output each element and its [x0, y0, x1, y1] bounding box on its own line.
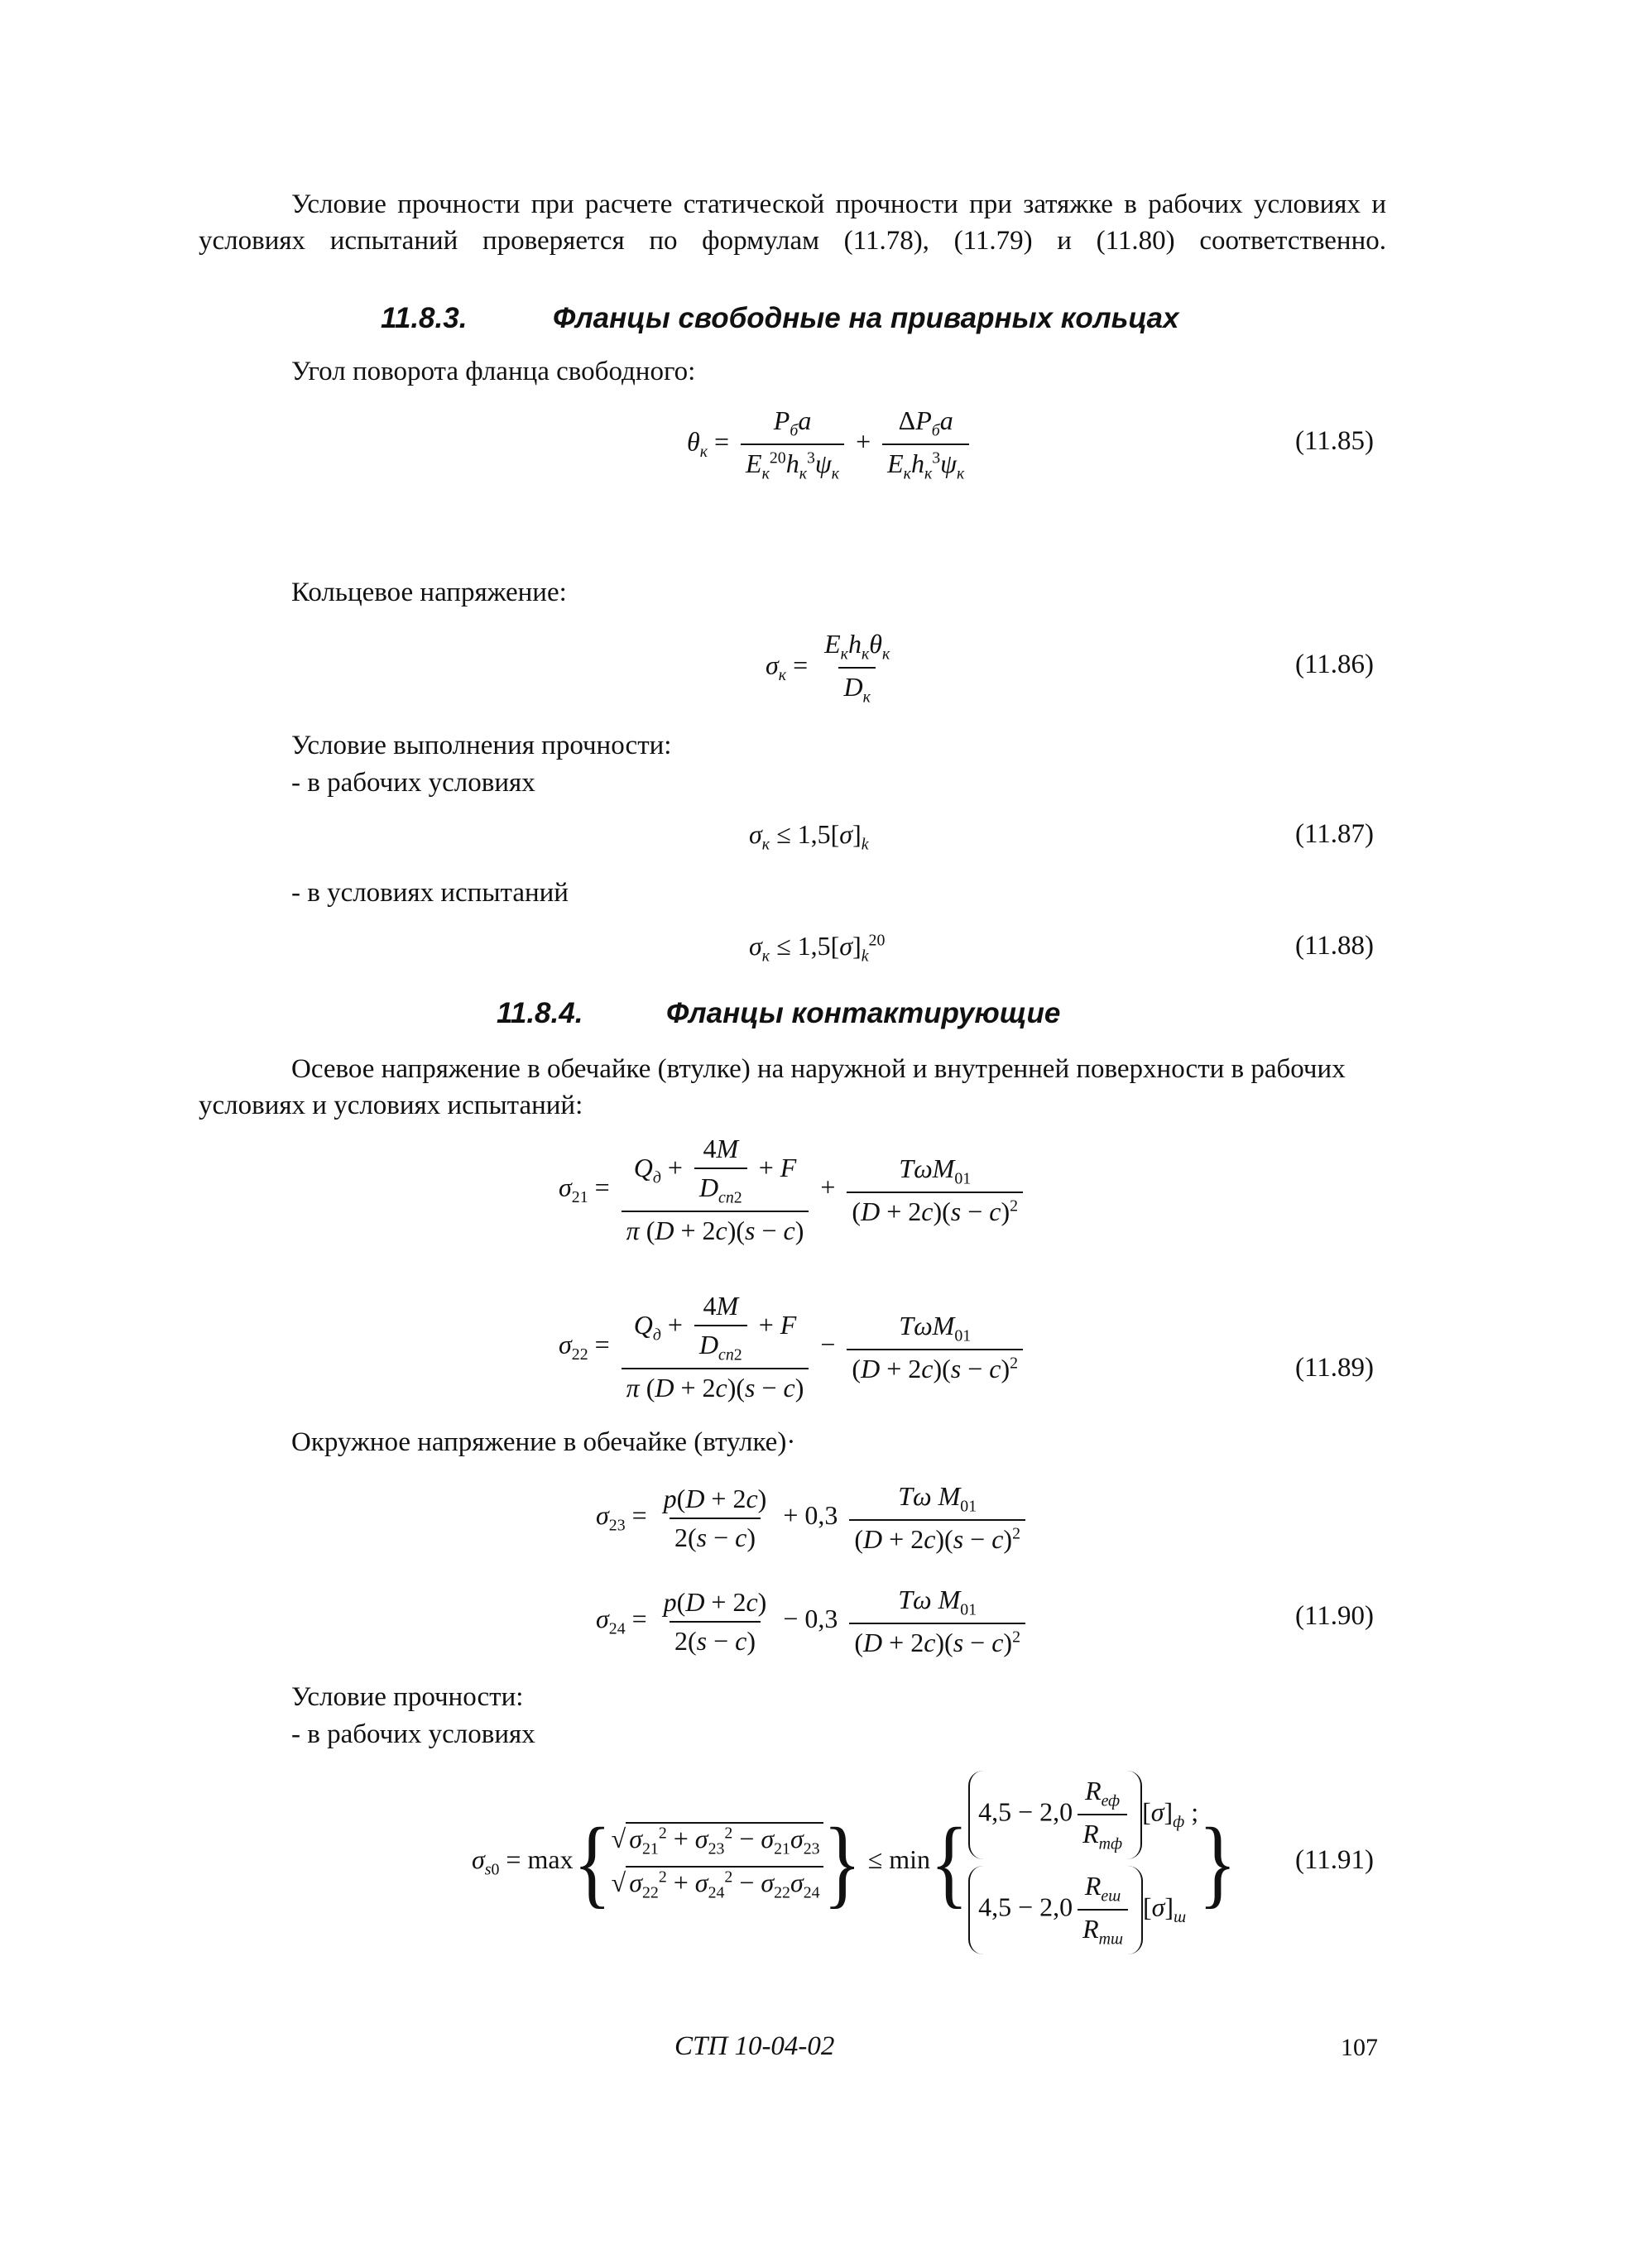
- formula-11-89-sigma22: $\sigma_{22}$ = $Q_д$ + $\frac{4M}{D_{сп2}}$ + F π (D + 2c)(s − c) − $\frac{T\omega M_{01}}{(D + 2c)(s - c)^2}$: [559, 1291, 1028, 1403]
- section-number: 11.8.4.: [497, 997, 583, 1029]
- page-number: 107: [1341, 2034, 1378, 2061]
- equation-number: (11.88): [1295, 931, 1375, 961]
- equation-number: (11.85): [1295, 426, 1375, 456]
- formula-11-90-sigma24: $\sigma_{24}$ = $\frac{p(D + 2c)}{2(s - c)}$ − 0,3 $\frac{T\omega M_{01}}{(D + 2c)(s - c)^2}$: [596, 1585, 1030, 1658]
- document-code: СТП 10-04-02: [674, 2031, 835, 2061]
- intro-paragraph: Условие прочности при расчете статической прочности при затяжке в рабочих условиях и условиях испытаний проверяется по формулам (11.78), (11.79) и (11.80) соответственно.: [199, 189, 1386, 256]
- working-conditions-label: - в рабочих условиях: [291, 768, 535, 798]
- hoop-stress-label: Окружное напряжение в обечайке (втулке)·: [291, 1427, 796, 1457]
- test-conditions-label: - в условиях испытаний: [291, 878, 569, 908]
- equation-number: (11.87): [1295, 819, 1375, 849]
- condition-label: Условие выполнения прочности:: [291, 731, 672, 760]
- formula-11-89-sigma21: $\sigma_{21}$ = $Q_д$ + $\frac{4M}{D_{сп2}}$ + F π (D + 2c)(s − c) + $\frac{T\omega M_{01}}{(D + 2c)(s - c)^2}$: [559, 1134, 1028, 1246]
- angle-label: Угол поворота фланца свободного:: [291, 357, 696, 386]
- equation-number: (11.86): [1295, 650, 1375, 679]
- formula-11-90-sigma23: $\sigma_{23}$ = $\frac{p(D + 2c)}{2(s - c)}$ + 0,3 $\frac{T\omega M_{01}}{(D + 2c)(s - c)^2}$: [596, 1481, 1030, 1555]
- formula-11-87: $\sigma_к \le 1,5[\sigma]_k$: [749, 819, 869, 854]
- formula-11-88: $\sigma_к \le 1,5[\sigma]_k^{20}$: [749, 931, 886, 966]
- formula-11-85: $\theta_к$ = $\frac{P_бa}{E_к^{20}h_к^3\psi_к}$ + $\frac{\Delta P_бa}{E_кh_к^3\psi_к}$: [687, 405, 974, 484]
- equation-number: (11.90): [1295, 1601, 1375, 1631]
- strength-condition-label: Условие прочности:: [291, 1682, 524, 1712]
- axial-stress-paragraph: Осевое напряжение в обечайке (втулке) на наружной и внутренней поверхности в рабочих условиях и условиях испытаний:: [199, 1054, 1346, 1120]
- ring-stress-label: Кольцевое напряжение:: [291, 578, 567, 607]
- working-conditions-label: - в рабочих условиях: [291, 1719, 535, 1749]
- equation-number: (11.91): [1295, 1845, 1375, 1875]
- equation-number: (11.89): [1295, 1353, 1375, 1383]
- section-number: 11.8.3.: [381, 302, 468, 334]
- formula-11-86: $\sigma_к$ = $\frac{E_кh_к\theta_к}{D_к}$: [766, 629, 890, 707]
- formula-11-91: $\sigma_{s0} = \max${ √ $\sigma_{21}^2 + \sigma_{23}^2 - \sigma_{21}\sigma_{23}$ √ $\sigma_{22}^2 + \sigma_{24}^2 - \sigma_{22}\sigma_{24}$ } ≤ min{ 4,5 − 2,0 $\frac{R_{еф}}{R_{тф}}$ $[\sigma]_ф$ ; 4,5 − 2,0 $\frac{R_{еш}}{R_{тш}}$ $[\sigma]_ш$ }: [472, 1771, 1236, 1954]
- section-title: Фланцы контактирующие: [666, 997, 1061, 1029]
- section-title: Фланцы свободные на приварных кольцах: [553, 302, 1179, 334]
